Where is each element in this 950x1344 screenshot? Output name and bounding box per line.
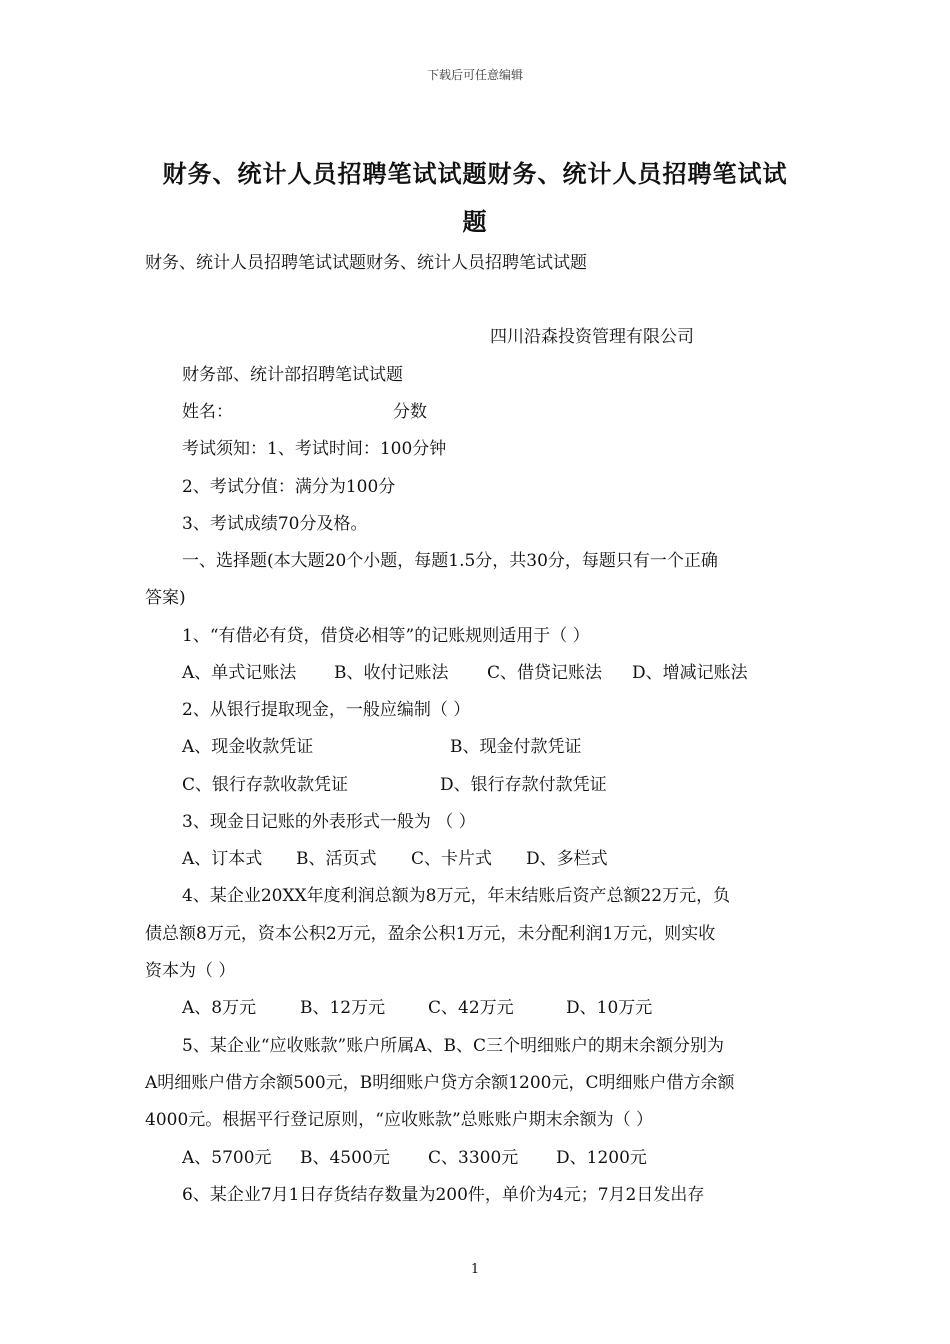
q5-option-c: C、3300元: [428, 1148, 519, 1168]
title-line-2: 题: [462, 207, 488, 236]
q5-option-d: D、1200元: [556, 1148, 647, 1168]
name-label: 姓名：: [182, 402, 233, 422]
page-number: 1: [470, 1262, 480, 1277]
page-header: 下载后可任意编辑: [426, 68, 523, 82]
company-name: 四川沿森投资管理有限公司: [490, 327, 694, 347]
q3-option-a: A、订本式: [182, 849, 263, 869]
notice-score: 2、考试分值：满分为100分: [182, 477, 396, 497]
title-line-1: 财务、统计人员招聘笔试试题财务、统计人员招聘笔试试: [162, 159, 788, 188]
q5-option-b: B、4500元: [300, 1148, 390, 1168]
q4-option-d: D、10万元: [566, 998, 653, 1018]
q2-option-d: D、银行存款付款凭证: [440, 775, 607, 795]
question-4-line-2: 债总额8万元，资本公积2万元，盈余公积1万元，未分配利润1万元，则实收: [145, 924, 716, 944]
q1-option-d: D、增减记账法: [632, 663, 748, 683]
question-2: 2、从银行提取现金，一般应编制（ ）: [182, 700, 471, 720]
subtitle: 财务、统计人员招聘笔试试题财务、统计人员招聘笔试试题: [145, 253, 587, 273]
question-6-line-1: 6、某企业7月1日存货结存数量为200件，单价为4元；7月2日发出存: [182, 1185, 705, 1205]
question-5-line-3: 4000元。根据平行登记原则，“应收账款”总账账户期末余额为（ ）: [145, 1110, 654, 1130]
question-4-line-3: 资本为（ ）: [145, 961, 236, 981]
notice-time: 考试须知：1、考试时间：100分钟: [182, 439, 447, 459]
document-title: [140, 150, 810, 246]
q4-option-c: C、42万元: [428, 998, 514, 1018]
q2-option-a: A、现金收款凭证: [182, 737, 314, 757]
q4-option-b: B、12万元: [300, 998, 386, 1018]
q4-option-a: A、8万元: [182, 998, 257, 1018]
q2-option-c: C、银行存款收款凭证: [182, 775, 349, 795]
q5-option-a: A、5700元: [182, 1148, 272, 1168]
question-5-line-1: 5、某企业“应收账款”账户所属A、B、C三个明细账户的期末余额分别为: [182, 1036, 724, 1056]
q2-option-b: B、现金付款凭证: [450, 737, 582, 757]
section-heading: 一、选择题(本大题20个小题，每题1.5分，共30分，每题只有一个正确: [182, 551, 718, 571]
exam-name: 财务部、统计部招聘笔试试题: [182, 365, 403, 385]
q1-option-b: B、收付记账法: [334, 663, 449, 683]
question-5-line-2: A明细账户借方余额500元，B明细账户贷方余额1200元，C明细账户借方余额: [145, 1073, 735, 1093]
question-3: 3、现金日记账的外表形式一般为 （ ）: [182, 812, 476, 832]
question-4-line-1: 4、某企业20XX年度利润总额为8万元，年末结账后资产总额22万元，负: [182, 886, 731, 906]
section-heading-cont: 答案): [145, 588, 186, 608]
q3-option-d: D、多栏式: [526, 849, 608, 869]
q1-option-a: A、单式记账法: [182, 663, 297, 683]
q3-option-c: C、卡片式: [411, 849, 493, 869]
q1-option-c: C、借贷记账法: [487, 663, 603, 683]
notice-pass: 3、考试成绩70分及格。: [182, 514, 368, 534]
question-1: 1、“有借必有贷，借贷必相等”的记账规则适用于（ ）: [182, 626, 590, 646]
score-label: 分数: [393, 402, 427, 422]
q3-option-b: B、活页式: [296, 849, 377, 869]
